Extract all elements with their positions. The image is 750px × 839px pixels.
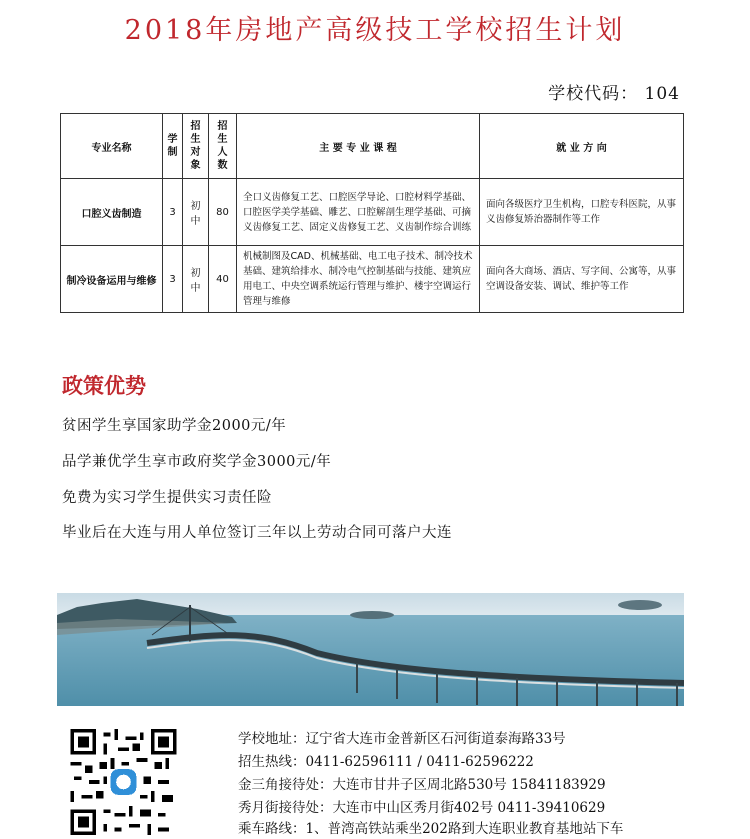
- cell-major: 口腔义齿制造: [61, 179, 163, 246]
- header-count: 招 生 人 数: [209, 114, 237, 179]
- header-major: 专业名称: [61, 114, 163, 179]
- enrollment-hotline: 招生热线：0411-62596111 / 0411-62596222: [238, 754, 534, 770]
- table-row: [61, 246, 684, 313]
- table-header-row: [61, 114, 684, 179]
- bridge-photo-image: [57, 593, 684, 706]
- policy-item: 毕业后在大连与用人单位签订三年以上劳动合同可落户大连: [62, 525, 452, 541]
- bridge-photo: [57, 593, 684, 706]
- cell-duration: 3: [163, 179, 183, 246]
- cell-courses: 全口义齿修复工艺、口腔医学导论、口腔材料学基础、口腔医学美学基础、雕艺、口腔解剖生理学基础、可摘义齿修复工艺、固定义齿修复工艺、义齿制作综合训练: [237, 179, 480, 246]
- cell-count: 80: [209, 179, 237, 246]
- cell-major: 制冷设备运用与维修: [61, 246, 163, 313]
- table-row: [61, 179, 684, 246]
- bus-route: 乘车路线：1、普湾高铁站乘坐202路到大连职业教育基地站下车: [238, 821, 624, 837]
- cell-career: 面向各大商场、酒店、写字间、公寓等，从事空调设备安装、调试、维护等工作: [480, 246, 684, 313]
- cell-target: 初 中: [183, 179, 209, 246]
- header-target: 招 生 对 象: [183, 114, 209, 179]
- policy-item: 品学兼优学生享市政府奖学金3000元/年: [62, 454, 332, 470]
- cell-target: 初 中: [183, 246, 209, 313]
- cell-courses: 机械制图及CAD、机械基础、电工电子技术、制冷技术基础、建筑给排水、制冷电气控制基础与技能、建筑应用电工、中央空调系统运行管理与维护、楼宇空调运行管理与维修: [237, 246, 480, 313]
- cell-duration: 3: [163, 246, 183, 313]
- page-title: 2018年房地产高级技工学校招生计划: [124, 15, 626, 46]
- policy-item: 免费为实习学生提供实习责任险: [62, 490, 272, 506]
- enrollment-table: [60, 113, 684, 313]
- cell-career: 面向各级医疗卫生机构，口腔专科医院，从事义齿修复矫治器制作等工作: [480, 179, 684, 246]
- header-duration: 学 制: [163, 114, 183, 179]
- header-career: 就 业 方 向: [480, 114, 684, 179]
- xiuyuejie-office: 秀月街接待处：大连市中山区秀月街402号 0411-39410629: [238, 800, 606, 816]
- policy-heading: 政策优势: [62, 373, 146, 398]
- school-address: 学校地址：辽宁省大连市金普新区石河街道泰海路33号: [238, 731, 566, 747]
- policy-item: 贫困学生享国家助学金2000元/年: [62, 418, 287, 434]
- jinsanjiao-office: 金三角接待处：大连市甘井子区周北路530号 15841183929: [238, 777, 606, 793]
- qr-code-icon: [67, 729, 180, 835]
- cell-count: 40: [209, 246, 237, 313]
- school-code: 学校代码： 104: [548, 84, 680, 104]
- header-courses: 主 要 专 业 课 程: [237, 114, 480, 179]
